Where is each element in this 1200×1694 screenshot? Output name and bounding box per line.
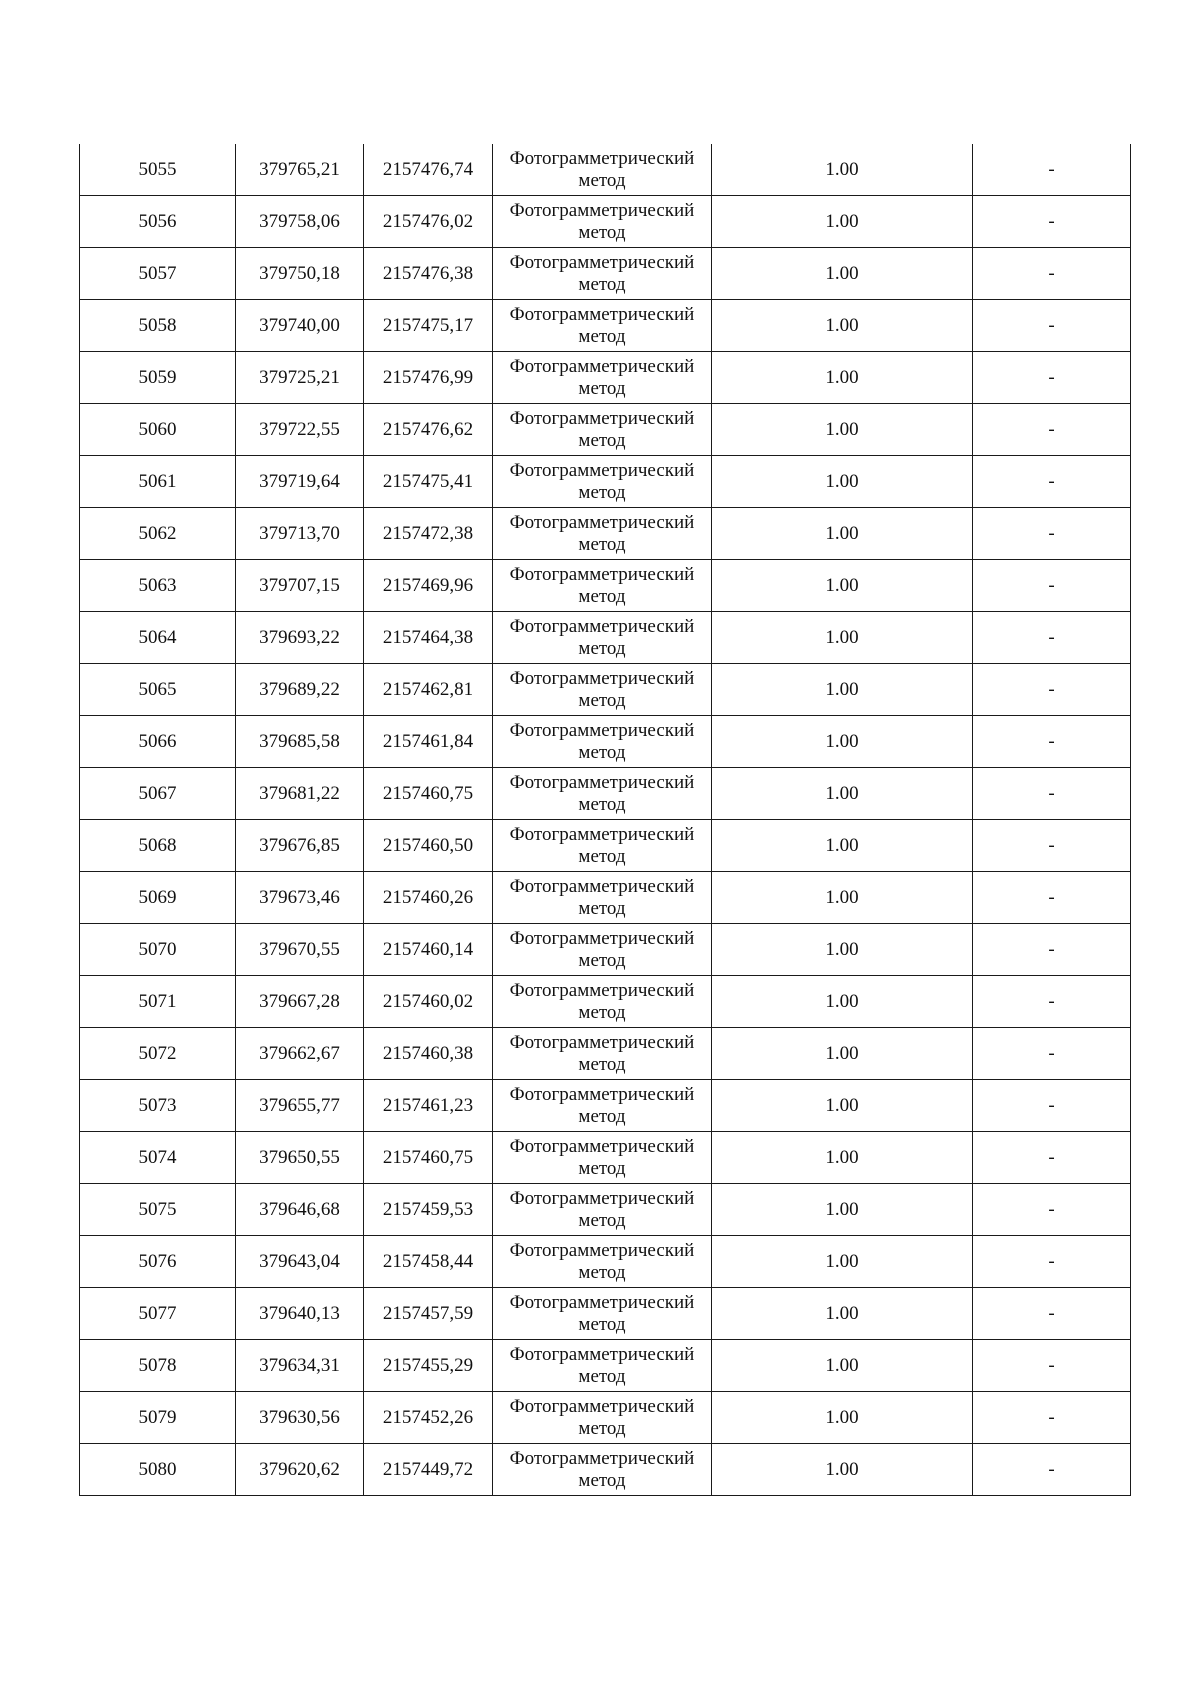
method-line-2: метод	[578, 533, 626, 555]
point-number-cell: 5076	[80, 1236, 236, 1288]
point-number-cell: 5080	[80, 1444, 236, 1496]
method-line-2: метод	[578, 325, 626, 347]
note-cell: -	[973, 508, 1131, 560]
accuracy-cell: 1.00	[712, 196, 973, 248]
x-coordinate-cell: 379765,21	[236, 144, 364, 196]
table-row	[80, 976, 1131, 1028]
x-coordinate-cell: 379655,77	[236, 1080, 364, 1132]
method-line-1: Фотограмметрический	[509, 719, 695, 741]
method-line-1: Фотограмметрический	[509, 771, 695, 793]
method-cell	[493, 456, 712, 508]
method-cell	[493, 300, 712, 352]
x-coordinate-cell: 379750,18	[236, 248, 364, 300]
table-row	[80, 508, 1131, 560]
method-line-2: метод	[578, 1105, 626, 1127]
x-coordinate-cell: 379646,68	[236, 1184, 364, 1236]
note-cell: -	[973, 248, 1131, 300]
point-number-cell: 5062	[80, 508, 236, 560]
method-line-2: метод	[578, 1157, 626, 1179]
point-number-cell: 5074	[80, 1132, 236, 1184]
x-coordinate-cell: 379620,62	[236, 1444, 364, 1496]
y-coordinate-cell: 2157476,99	[364, 352, 493, 404]
note-cell: -	[973, 560, 1131, 612]
method-line-2: метод	[578, 1469, 626, 1491]
method-line-1: Фотограмметрический	[509, 199, 695, 221]
method-line-1: Фотограмметрический	[509, 251, 695, 273]
point-number-cell: 5070	[80, 924, 236, 976]
x-coordinate-cell: 379667,28	[236, 976, 364, 1028]
method-line-2: метод	[578, 1053, 626, 1075]
method-line-2: метод	[578, 1417, 626, 1439]
note-cell: -	[973, 1340, 1131, 1392]
table-row	[80, 820, 1131, 872]
accuracy-cell: 1.00	[712, 612, 973, 664]
x-coordinate-cell: 379693,22	[236, 612, 364, 664]
method-line-2: метод	[578, 377, 626, 399]
method-line-1: Фотограмметрический	[509, 615, 695, 637]
accuracy-cell: 1.00	[712, 872, 973, 924]
method-cell	[493, 924, 712, 976]
x-coordinate-cell: 379707,15	[236, 560, 364, 612]
method-line-2: метод	[578, 793, 626, 815]
accuracy-cell: 1.00	[712, 820, 973, 872]
point-number-cell: 5064	[80, 612, 236, 664]
point-number-cell: 5075	[80, 1184, 236, 1236]
y-coordinate-cell: 2157449,72	[364, 1444, 493, 1496]
table-row	[80, 404, 1131, 456]
method-line-2: метод	[578, 429, 626, 451]
accuracy-cell: 1.00	[712, 456, 973, 508]
coordinates-table	[79, 144, 1131, 1496]
x-coordinate-cell: 379673,46	[236, 872, 364, 924]
note-cell: -	[973, 1028, 1131, 1080]
x-coordinate-cell: 379643,04	[236, 1236, 364, 1288]
accuracy-cell: 1.00	[712, 560, 973, 612]
method-line-1: Фотограмметрический	[509, 927, 695, 949]
method-line-2: метод	[578, 1365, 626, 1387]
method-cell	[493, 976, 712, 1028]
point-number-cell: 5057	[80, 248, 236, 300]
method-line-2: метод	[578, 585, 626, 607]
method-line-1: Фотограмметрический	[509, 303, 695, 325]
method-cell	[493, 508, 712, 560]
accuracy-cell: 1.00	[712, 716, 973, 768]
table-row	[80, 456, 1131, 508]
y-coordinate-cell: 2157459,53	[364, 1184, 493, 1236]
note-cell: -	[973, 196, 1131, 248]
method-cell	[493, 404, 712, 456]
method-line-1: Фотограмметрический	[509, 355, 695, 377]
method-line-1: Фотограмметрический	[509, 407, 695, 429]
x-coordinate-cell: 379722,55	[236, 404, 364, 456]
point-number-cell: 5055	[80, 144, 236, 196]
table-row	[80, 300, 1131, 352]
method-line-1: Фотограмметрический	[509, 1135, 695, 1157]
accuracy-cell: 1.00	[712, 144, 973, 196]
y-coordinate-cell: 2157457,59	[364, 1288, 493, 1340]
table-row	[80, 1236, 1131, 1288]
method-cell	[493, 1080, 712, 1132]
y-coordinate-cell: 2157476,74	[364, 144, 493, 196]
method-line-1: Фотограмметрический	[509, 667, 695, 689]
table-row	[80, 1340, 1131, 1392]
point-number-cell: 5068	[80, 820, 236, 872]
method-line-1: Фотограмметрический	[509, 563, 695, 585]
y-coordinate-cell: 2157476,62	[364, 404, 493, 456]
note-cell: -	[973, 976, 1131, 1028]
coordinates-table-body	[80, 144, 1131, 1496]
y-coordinate-cell: 2157469,96	[364, 560, 493, 612]
method-line-1: Фотограмметрический	[509, 511, 695, 533]
accuracy-cell: 1.00	[712, 248, 973, 300]
note-cell: -	[973, 1080, 1131, 1132]
method-line-1: Фотограмметрический	[509, 1031, 695, 1053]
accuracy-cell: 1.00	[712, 1444, 973, 1496]
method-line-1: Фотограмметрический	[509, 1239, 695, 1261]
point-number-cell: 5056	[80, 196, 236, 248]
method-cell	[493, 1444, 712, 1496]
method-cell	[493, 612, 712, 664]
table-row	[80, 196, 1131, 248]
y-coordinate-cell: 2157460,14	[364, 924, 493, 976]
y-coordinate-cell: 2157452,26	[364, 1392, 493, 1444]
point-number-cell: 5063	[80, 560, 236, 612]
note-cell: -	[973, 404, 1131, 456]
point-number-cell: 5065	[80, 664, 236, 716]
method-cell	[493, 1132, 712, 1184]
y-coordinate-cell: 2157460,38	[364, 1028, 493, 1080]
x-coordinate-cell: 379689,22	[236, 664, 364, 716]
point-number-cell: 5066	[80, 716, 236, 768]
point-number-cell: 5073	[80, 1080, 236, 1132]
accuracy-cell: 1.00	[712, 768, 973, 820]
method-line-2: метод	[578, 741, 626, 763]
note-cell: -	[973, 1236, 1131, 1288]
y-coordinate-cell: 2157475,17	[364, 300, 493, 352]
method-line-2: метод	[578, 1261, 626, 1283]
table-row	[80, 716, 1131, 768]
table-row	[80, 1132, 1131, 1184]
accuracy-cell: 1.00	[712, 1340, 973, 1392]
method-line-2: метод	[578, 689, 626, 711]
method-line-2: метод	[578, 1313, 626, 1335]
table-row	[80, 1184, 1131, 1236]
method-cell	[493, 1340, 712, 1392]
method-line-2: метод	[578, 1209, 626, 1231]
method-line-2: метод	[578, 1001, 626, 1023]
method-cell	[493, 716, 712, 768]
accuracy-cell: 1.00	[712, 404, 973, 456]
x-coordinate-cell: 379685,58	[236, 716, 364, 768]
note-cell: -	[973, 768, 1131, 820]
table-row	[80, 248, 1131, 300]
method-line-1: Фотограмметрический	[509, 1187, 695, 1209]
y-coordinate-cell: 2157460,75	[364, 768, 493, 820]
x-coordinate-cell: 379681,22	[236, 768, 364, 820]
y-coordinate-cell: 2157460,02	[364, 976, 493, 1028]
accuracy-cell: 1.00	[712, 1184, 973, 1236]
y-coordinate-cell: 2157476,02	[364, 196, 493, 248]
method-cell	[493, 1288, 712, 1340]
point-number-cell: 5058	[80, 300, 236, 352]
x-coordinate-cell: 379676,85	[236, 820, 364, 872]
table-row	[80, 924, 1131, 976]
point-number-cell: 5077	[80, 1288, 236, 1340]
accuracy-cell: 1.00	[712, 1080, 973, 1132]
method-line-1: Фотограмметрический	[509, 1395, 695, 1417]
method-cell	[493, 768, 712, 820]
point-number-cell: 5069	[80, 872, 236, 924]
x-coordinate-cell: 379725,21	[236, 352, 364, 404]
x-coordinate-cell: 379650,55	[236, 1132, 364, 1184]
y-coordinate-cell: 2157461,23	[364, 1080, 493, 1132]
method-cell	[493, 352, 712, 404]
y-coordinate-cell: 2157455,29	[364, 1340, 493, 1392]
accuracy-cell: 1.00	[712, 924, 973, 976]
accuracy-cell: 1.00	[712, 1288, 973, 1340]
table-row	[80, 768, 1131, 820]
x-coordinate-cell: 379758,06	[236, 196, 364, 248]
method-cell	[493, 144, 712, 196]
point-number-cell: 5061	[80, 456, 236, 508]
accuracy-cell: 1.00	[712, 1028, 973, 1080]
method-line-2: метод	[578, 637, 626, 659]
x-coordinate-cell: 379719,64	[236, 456, 364, 508]
method-line-1: Фотограмметрический	[509, 1083, 695, 1105]
method-line-2: метод	[578, 169, 626, 191]
note-cell: -	[973, 612, 1131, 664]
y-coordinate-cell: 2157461,84	[364, 716, 493, 768]
table-row	[80, 1392, 1131, 1444]
note-cell: -	[973, 1288, 1131, 1340]
y-coordinate-cell: 2157464,38	[364, 612, 493, 664]
method-line-2: метод	[578, 481, 626, 503]
method-cell	[493, 820, 712, 872]
accuracy-cell: 1.00	[712, 976, 973, 1028]
x-coordinate-cell: 379713,70	[236, 508, 364, 560]
method-cell	[493, 1392, 712, 1444]
accuracy-cell: 1.00	[712, 508, 973, 560]
method-cell	[493, 560, 712, 612]
table-row	[80, 560, 1131, 612]
point-number-cell: 5060	[80, 404, 236, 456]
y-coordinate-cell: 2157472,38	[364, 508, 493, 560]
accuracy-cell: 1.00	[712, 352, 973, 404]
note-cell: -	[973, 300, 1131, 352]
x-coordinate-cell: 379634,31	[236, 1340, 364, 1392]
method-line-2: метод	[578, 949, 626, 971]
y-coordinate-cell: 2157458,44	[364, 1236, 493, 1288]
note-cell: -	[973, 1132, 1131, 1184]
x-coordinate-cell: 379640,13	[236, 1288, 364, 1340]
accuracy-cell: 1.00	[712, 1236, 973, 1288]
point-number-cell: 5079	[80, 1392, 236, 1444]
method-line-1: Фотограмметрический	[509, 1291, 695, 1313]
method-line-1: Фотограмметрический	[509, 979, 695, 1001]
note-cell: -	[973, 456, 1131, 508]
table-row	[80, 352, 1131, 404]
table-row	[80, 1080, 1131, 1132]
note-cell: -	[973, 716, 1131, 768]
note-cell: -	[973, 1184, 1131, 1236]
note-cell: -	[973, 664, 1131, 716]
accuracy-cell: 1.00	[712, 1132, 973, 1184]
table-row	[80, 612, 1131, 664]
table-row	[80, 664, 1131, 716]
method-line-2: метод	[578, 273, 626, 295]
point-number-cell: 5067	[80, 768, 236, 820]
accuracy-cell: 1.00	[712, 1392, 973, 1444]
y-coordinate-cell: 2157475,41	[364, 456, 493, 508]
accuracy-cell: 1.00	[712, 664, 973, 716]
method-cell	[493, 1236, 712, 1288]
y-coordinate-cell: 2157460,26	[364, 872, 493, 924]
method-line-1: Фотограмметрический	[509, 823, 695, 845]
y-coordinate-cell: 2157460,50	[364, 820, 493, 872]
y-coordinate-cell: 2157460,75	[364, 1132, 493, 1184]
method-line-1: Фотограмметрический	[509, 459, 695, 481]
x-coordinate-cell: 379630,56	[236, 1392, 364, 1444]
note-cell: -	[973, 872, 1131, 924]
table-row	[80, 1028, 1131, 1080]
table-row	[80, 872, 1131, 924]
method-cell	[493, 248, 712, 300]
y-coordinate-cell: 2157462,81	[364, 664, 493, 716]
method-line-1: Фотограмметрический	[509, 147, 695, 169]
method-cell	[493, 664, 712, 716]
method-cell	[493, 1028, 712, 1080]
note-cell: -	[973, 1392, 1131, 1444]
method-cell	[493, 872, 712, 924]
table-row	[80, 1444, 1131, 1496]
note-cell: -	[973, 820, 1131, 872]
y-coordinate-cell: 2157476,38	[364, 248, 493, 300]
method-cell	[493, 1184, 712, 1236]
method-cell	[493, 196, 712, 248]
x-coordinate-cell: 379662,67	[236, 1028, 364, 1080]
point-number-cell: 5072	[80, 1028, 236, 1080]
note-cell: -	[973, 144, 1131, 196]
note-cell: -	[973, 1444, 1131, 1496]
method-line-1: Фотограмметрический	[509, 1343, 695, 1365]
method-line-2: метод	[578, 221, 626, 243]
method-line-2: метод	[578, 845, 626, 867]
method-line-1: Фотограмметрический	[509, 1447, 695, 1469]
note-cell: -	[973, 352, 1131, 404]
point-number-cell: 5059	[80, 352, 236, 404]
table-row	[80, 1288, 1131, 1340]
method-line-2: метод	[578, 897, 626, 919]
note-cell: -	[973, 924, 1131, 976]
table-row	[80, 144, 1131, 196]
method-line-1: Фотограмметрический	[509, 875, 695, 897]
point-number-cell: 5071	[80, 976, 236, 1028]
x-coordinate-cell: 379670,55	[236, 924, 364, 976]
accuracy-cell: 1.00	[712, 300, 973, 352]
x-coordinate-cell: 379740,00	[236, 300, 364, 352]
point-number-cell: 5078	[80, 1340, 236, 1392]
